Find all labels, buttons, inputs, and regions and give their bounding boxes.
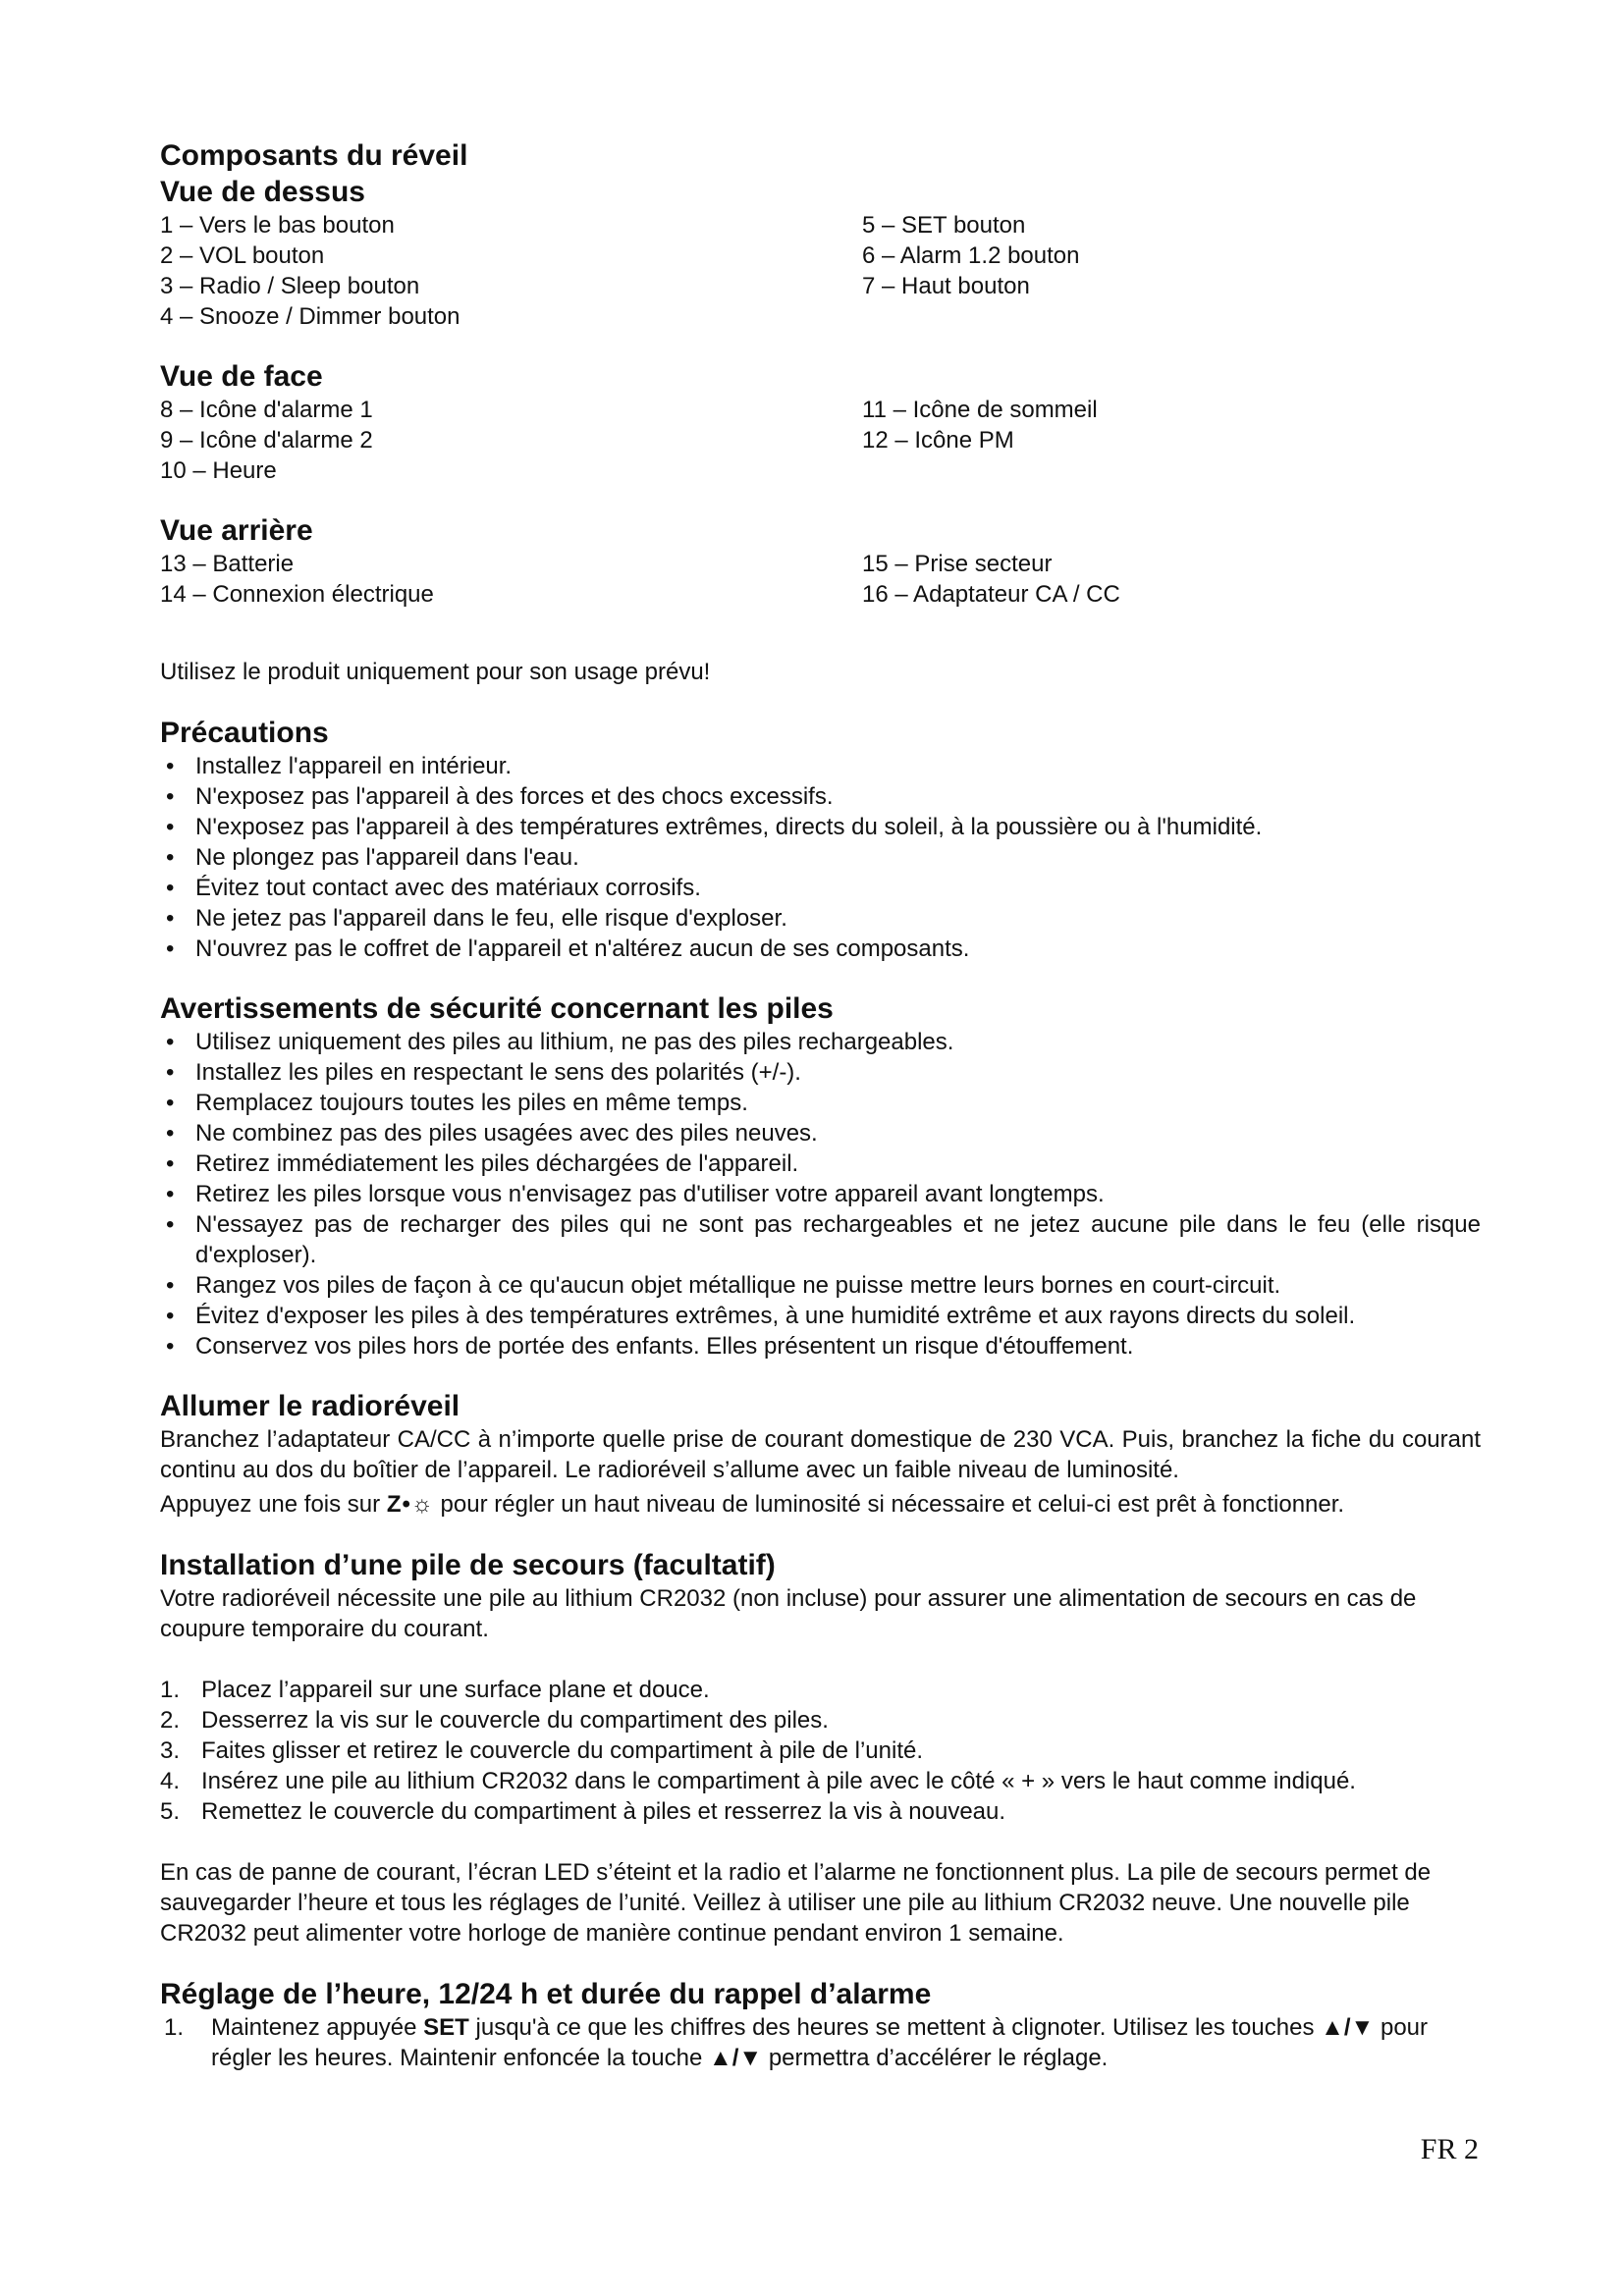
step-number: 3. — [160, 1737, 181, 1764]
list-item: • Évitez d'exposer les piles à des températures extrêmes, à une humidité extrême et aux rayons directs du soleil. — [160, 1301, 1481, 1331]
list-item: • N'ouvrez pas le coffret de l'appareil et n'altérez aucun de ses composants. — [160, 934, 1481, 964]
list-item: • Ne jetez pas l'appareil dans le feu, elle risque d'exploser. — [160, 903, 1481, 934]
step-number: 1. — [160, 1677, 181, 1703]
power-on-paragraph-2 — [160, 1489, 1481, 1520]
step-number: 5. — [160, 1798, 181, 1825]
step-text — [211, 2012, 1481, 2073]
snooze-dimmer-icon: Z•☼ — [386, 1491, 434, 1518]
list-item: • Remplacez toujours toutes les piles en même temps. — [160, 1088, 1481, 1118]
list-item: 12 – Icône PM — [862, 427, 1014, 454]
list-item — [160, 1796, 1481, 1827]
step-text-part: jusqu'à ce que les chiffres des heures se mettent à clignoter. Utilisez les touches — [475, 2014, 1315, 2041]
list-item: • Ne plongez pas l'appareil dans l'eau. — [160, 842, 1481, 873]
list-item: • Retirez immédiatement les piles déchargées de l'appareil. — [160, 1148, 1481, 1179]
list-item: • Évitez tout contact avec des matériaux corrosifs. — [160, 873, 1481, 903]
power-on-text-before: Appuyez une fois sur — [160, 1491, 381, 1518]
backup-battery-steps — [160, 1675, 1481, 1827]
step-number: 4. — [160, 1768, 181, 1794]
list-item: • N'essayez pas de recharger des piles qui ne sont pas rechargeables et ne jetez aucune pile dans le feu (elle risque d'exploser). — [160, 1209, 1481, 1270]
front-view-title: Vue de face — [160, 360, 323, 393]
precautions-title: Précautions — [160, 717, 329, 749]
time-setting-title: Réglage de l’heure, 12/24 h et durée du rappel d’alarme — [160, 1978, 932, 2010]
step-text: Desserrez la vis sur le couvercle du compartiment des piles. — [201, 1707, 829, 1734]
list-item: 5 – SET bouton — [862, 212, 1026, 239]
power-on-paragraph: Branchez l’adaptateur CA/CC à n’importe quelle prise de courant domestique de 230 VCA. Puis, branchez la fiche du courant continu au dos du boîtier de l’appareil. Le radioréveil s’allume avec un faible niveau de luminosité. — [160, 1426, 1481, 1483]
list-item: • Ne combinez pas des piles usagées avec des piles neuves. — [160, 1118, 1481, 1148]
list-item: 9 – Icône d'alarme 2 — [160, 427, 373, 454]
step-number: 2. — [160, 1707, 181, 1734]
list-item: 11 – Icône de sommeil — [862, 397, 1098, 423]
up-down-arrows-icon: ▲/▼ — [708, 2045, 763, 2071]
rear-view-list — [160, 549, 1481, 610]
list-item: 10 – Heure — [160, 457, 277, 484]
battery-safety-list — [160, 1027, 1481, 1362]
top-view-list — [160, 210, 1481, 332]
step-text: Faites glisser et retirez le couvercle du compartiment à pile de l’unité. — [201, 1737, 923, 1764]
list-item — [160, 1766, 1481, 1796]
manual-page — [160, 137, 1481, 2073]
list-item: • Rangez vos piles de façon à ce qu'aucun objet métallique ne puisse mettre leurs bornes en court-circuit. — [160, 1270, 1481, 1301]
list-item: 2 – VOL bouton — [160, 242, 325, 269]
front-view-list — [160, 395, 1481, 486]
list-item: 15 – Prise secteur — [862, 551, 1053, 577]
list-item — [160, 1675, 1481, 1705]
up-down-arrows-icon: ▲/▼ — [1321, 2014, 1375, 2041]
precautions-list — [160, 751, 1481, 964]
step-text: Placez l’appareil sur une surface plane et douce. — [201, 1677, 710, 1703]
list-item: 13 – Batterie — [160, 551, 295, 577]
list-item: 14 – Connexion électrique — [160, 581, 434, 608]
usage-note: Utilisez le produit uniquement pour son usage prévu! — [160, 659, 711, 685]
step-text-part: Maintenez appuyée — [211, 2014, 417, 2041]
list-item: • Installez l'appareil en intérieur. — [160, 751, 1481, 781]
list-item — [160, 2012, 1481, 2073]
list-item — [160, 1705, 1481, 1735]
list-item: • N'exposez pas l'appareil à des forces et des chocs excessifs. — [160, 781, 1481, 812]
step-number: 1. — [164, 2014, 185, 2041]
list-item: 4 – Snooze / Dimmer bouton — [160, 303, 460, 330]
step-text: Remettez le couvercle du compartiment à piles et resserrez la vis à nouveau. — [201, 1798, 1006, 1825]
power-on-title: Allumer le radioréveil — [160, 1390, 460, 1422]
step-text: Insérez une pile au lithium CR2032 dans le compartiment à pile avec le côté « + » vers le haut comme indiqué. — [201, 1768, 1356, 1794]
list-item: • Conservez vos piles hors de portée des enfants. Elles présentent un risque d'étouffement. — [160, 1331, 1481, 1362]
list-item: 7 – Haut bouton — [862, 273, 1030, 299]
list-item: 6 – Alarm 1.2 bouton — [862, 242, 1080, 269]
components-title: Composants du réveil — [160, 139, 468, 172]
time-setting-steps — [160, 2012, 1481, 2073]
step-text-part: permettra d’accélérer le réglage. — [768, 2045, 1109, 2071]
backup-battery-intro: Votre radioréveil nécessite une pile au lithium CR2032 (non incluse) pour assurer une alimentation de secours en cas de coupure temporaire du courant. — [160, 1585, 1417, 1642]
list-item: • Utilisez uniquement des piles au lithium, ne pas des piles rechargeables. — [160, 1027, 1481, 1057]
list-item: • N'exposez pas l'appareil à des températures extrêmes, directs du soleil, à la poussière ou à l'humidité. — [160, 812, 1481, 842]
backup-battery-outro: En cas de panne de courant, l’écran LED s’éteint et la radio et l’alarme ne fonctionnent plus. La pile de secours permet de sauvegarder l’heure et tous les réglages de l’unité. Veillez à utiliser une pile au lithium CR2032 neuve. Une nouvelle pile CR2032 peut alimenter votre horloge de manière continue pendant environ 1 semaine. — [160, 1859, 1432, 1947]
list-item: • Installez les piles en respectant le sens des polarités (+/-). — [160, 1057, 1481, 1088]
step-text-part: pour régler les heures. Maintenir enfoncée la touche — [211, 2014, 1429, 2071]
list-item — [160, 1735, 1481, 1766]
set-key-label: SET — [423, 2014, 469, 2041]
list-item: 16 – Adaptateur CA / CC — [862, 581, 1120, 608]
list-item: • Retirez les piles lorsque vous n'envisagez pas d'utiliser votre appareil avant longtemps. — [160, 1179, 1481, 1209]
list-item: 8 – Icône d'alarme 1 — [160, 397, 373, 423]
rear-view-title: Vue arrière — [160, 514, 313, 547]
power-on-text-after: pour régler un haut niveau de luminosité si nécessaire et celui-ci est prêt à fonctionner. — [440, 1491, 1345, 1518]
page-number: FR 2 — [1420, 2133, 1479, 2165]
list-item: 1 – Vers le bas bouton — [160, 212, 395, 239]
battery-safety-title: Avertissements de sécurité concernant les piles — [160, 992, 834, 1025]
top-view-title: Vue de dessus — [160, 176, 365, 208]
list-item: 3 – Radio / Sleep bouton — [160, 273, 420, 299]
backup-battery-title: Installation d’une pile de secours (facultatif) — [160, 1549, 776, 1581]
